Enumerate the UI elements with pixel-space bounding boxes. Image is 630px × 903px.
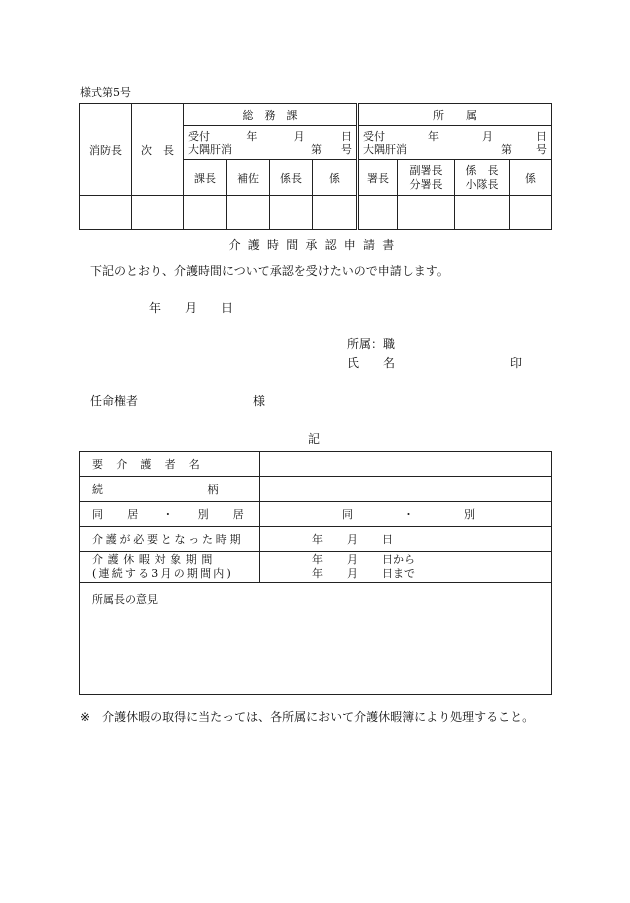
relation-label: 続柄 — [80, 477, 260, 502]
ki-label: 記 — [308, 432, 321, 446]
role-kakaricho: 係長 — [270, 160, 313, 196]
detail-table — [79, 451, 552, 695]
somu-receipt: 受付 年 月 日 大隅肝消 第 号 — [184, 126, 358, 160]
care-person-value — [260, 452, 552, 477]
role-kakari-2: 係 — [510, 160, 552, 196]
applicant-name-label: 氏 名 — [347, 356, 396, 370]
footnote — [80, 708, 534, 725]
seal-kakari — [313, 196, 358, 230]
deputy-cell: 次 長 — [132, 104, 184, 196]
seal-shocho — [358, 196, 398, 230]
addressee-honorific: 様 — [253, 394, 266, 408]
approval-table — [79, 103, 552, 230]
role-hosa: 補佐 — [227, 160, 270, 196]
period-value: 年 月 日から 年 月 日まで — [260, 552, 552, 583]
footnote-mark: ※ — [80, 710, 91, 724]
role-shocho: 署長 — [358, 160, 398, 196]
seal-kakari-2 — [510, 196, 552, 230]
seal-fukushocho — [398, 196, 455, 230]
role-kakari: 係 — [313, 160, 358, 196]
role-fukushocho: 副署長 分署長 — [398, 160, 455, 196]
seal-kakaricho — [270, 196, 313, 230]
seal-shotaicho — [455, 196, 510, 230]
living-label: 同居・別居 — [80, 502, 260, 527]
role-kacho: 課長 — [184, 160, 227, 196]
shozoku-header: 所 属 — [358, 104, 552, 126]
period-label: 介護休暇対象期間 (連続する3月の期間内) — [80, 552, 260, 583]
applicant-affiliation: 所属：職 — [347, 337, 396, 351]
document-title: 介護時間承認申請書 — [228, 238, 402, 252]
seal-deputy — [132, 196, 184, 230]
shozoku-receipt: 受付 年 月 日 大隅肝消 第 号 — [358, 126, 552, 160]
form-number: 様式第5号 — [80, 86, 131, 99]
footnote-text: 介護休暇の取得に当たっては、各所属において介護休暇簿により処理すること。 — [102, 710, 535, 724]
need-time-label: 介護が必要となった時期 — [80, 527, 260, 552]
seal-kacho — [184, 196, 227, 230]
addressee-label: 任命権者 — [90, 394, 139, 408]
need-time-value: 年 月 日 — [260, 527, 552, 552]
somu-header: 総 務 課 — [184, 104, 358, 126]
seal-hosa — [227, 196, 270, 230]
living-value: 同 ・ 別 — [260, 502, 552, 527]
chief-cell: 消防長 — [80, 104, 132, 196]
opinion-label: 所属長の意見 — [92, 593, 158, 606]
opinion-box — [80, 583, 552, 695]
seal-mark: 印 — [510, 356, 523, 370]
care-person-label: 要介護者名 — [80, 452, 260, 477]
intro-text: 下記のとおり、介護時間について承認を受けたいので申請します。 — [90, 264, 449, 278]
role-kakaricho-shotaicho: 係 長 小隊長 — [455, 160, 510, 196]
seal-chief — [80, 196, 132, 230]
date-line: 年 月 日 — [149, 301, 234, 315]
